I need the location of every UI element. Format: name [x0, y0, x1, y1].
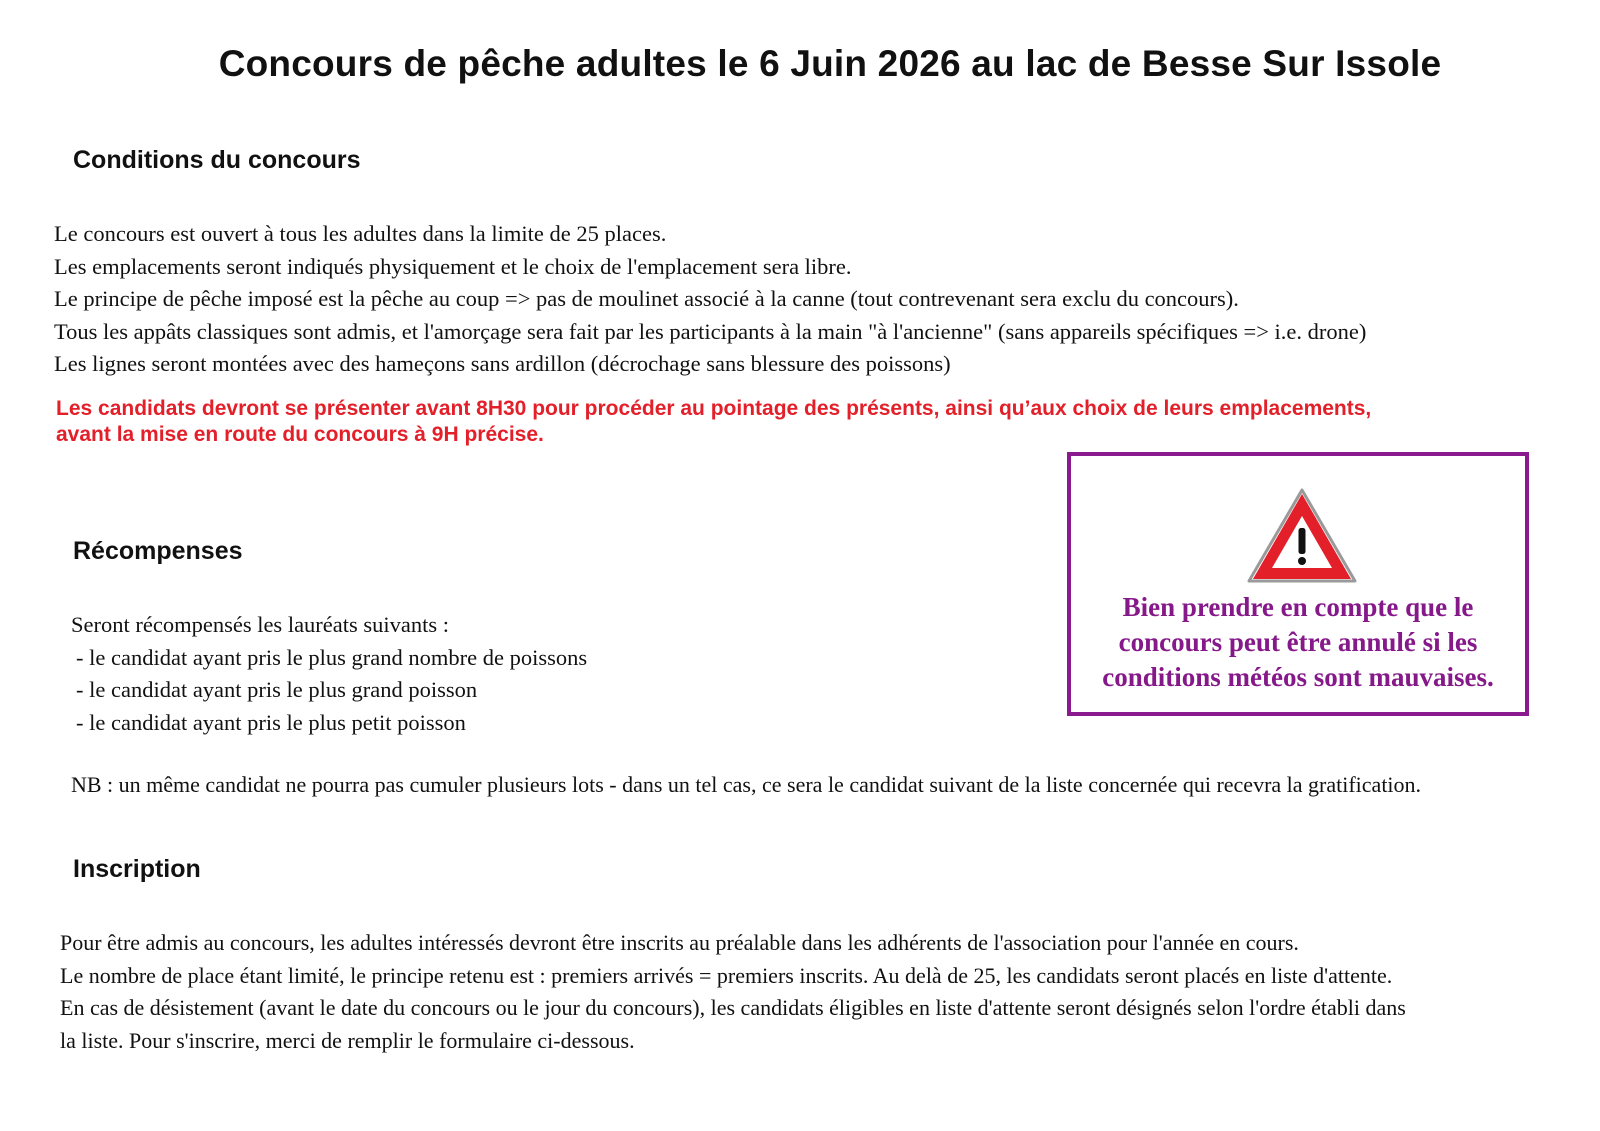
rewards-item: - le candidat ayant pris le plus grand poisson: [76, 677, 478, 702]
inscription-line: la liste. Pour s'inscrire, merci de remplir le formulaire ci-dessous.: [60, 1027, 635, 1053]
inscription-line: En cas de désistement (avant le date du concours ou le jour du concours), les candidats éligibles en liste d'attente seront désignés selon l'ordre établi dans: [60, 995, 1406, 1020]
inscription-line: Le nombre de place étant limité, le principe retenu est : premiers arrivés = premiers inscrits. Au delà de 25, les candidats seront placés en liste d'attente.: [60, 962, 1393, 988]
rewards-item: - le candidat ayant pris le plus petit poisson: [76, 709, 466, 735]
page-title: Concours de pêche adultes le 6 Juin 2026 au lac de Besse Sur Issole: [218, 43, 1442, 84]
rewards-heading: Récompenses: [73, 537, 243, 565]
conditions-line: Le principe de pêche imposé est la pêche au coup => pas de moulinet associé à la canne (tout contrevenant sera exclu du concours).: [54, 286, 1239, 311]
inscription-line: Pour être admis au concours, les adultes intéressés devront être inscrits au préalable dans les adhérents de l'association pour l'année en cours.: [60, 930, 1299, 955]
arrival-notice-line: avant la mise en route du concours à 9H précise.: [56, 423, 544, 446]
weather-alert-line: Bien prendre en compte que le: [1122, 592, 1474, 622]
weather-alert-line: concours peut être annulé si les: [1118, 627, 1478, 657]
arrival-notice-line: Les candidats devront se présenter avant 8H30 pour procéder au pointage des présents, ainsi qu’aux choix de leurs emplacements,: [56, 397, 1372, 420]
warning-triangle-icon: [1245, 486, 1359, 586]
weather-alert-line: conditions météos sont mauvaises.: [1102, 662, 1494, 692]
rewards-item: - le candidat ayant pris le plus grand nombre de poissons: [76, 644, 588, 670]
conditions-heading: Conditions du concours: [73, 146, 361, 174]
arrival-notice: [56, 396, 1536, 448]
rewards-list: [71, 609, 587, 739]
conditions-line: Les lignes seront montées avec des hameçons sans ardillon (décrochage sans blessure des poissons): [54, 351, 951, 376]
rewards-intro: Seront récompensés les lauréats suivants :: [71, 612, 450, 637]
inscription-heading: Inscription: [73, 855, 201, 883]
conditions-line: Tous les appâts classiques sont admis, et l'amorçage sera fait par les participants à la main "à l'ancienne" (sans appareils spécifiques => i.e. drone): [54, 318, 1367, 344]
conditions-paragraph: [54, 218, 1366, 381]
rewards-note: [71, 769, 1421, 802]
weather-alert-text: [1071, 590, 1525, 695]
inscription-paragraph: [60, 927, 1406, 1057]
conditions-line: Le concours est ouvert à tous les adultes dans la limite de 25 places.: [54, 221, 667, 246]
weather-alert-box: [1067, 452, 1529, 716]
conditions-line: Les emplacements seront indiqués physiquement et le choix de l'emplacement sera libre.: [54, 253, 852, 279]
rewards-note-text: NB : un même candidat ne pourra pas cumuler plusieurs lots - dans un tel cas, ce sera le candidat suivant de la liste concernée qui recevra la gratification.: [71, 772, 1422, 797]
